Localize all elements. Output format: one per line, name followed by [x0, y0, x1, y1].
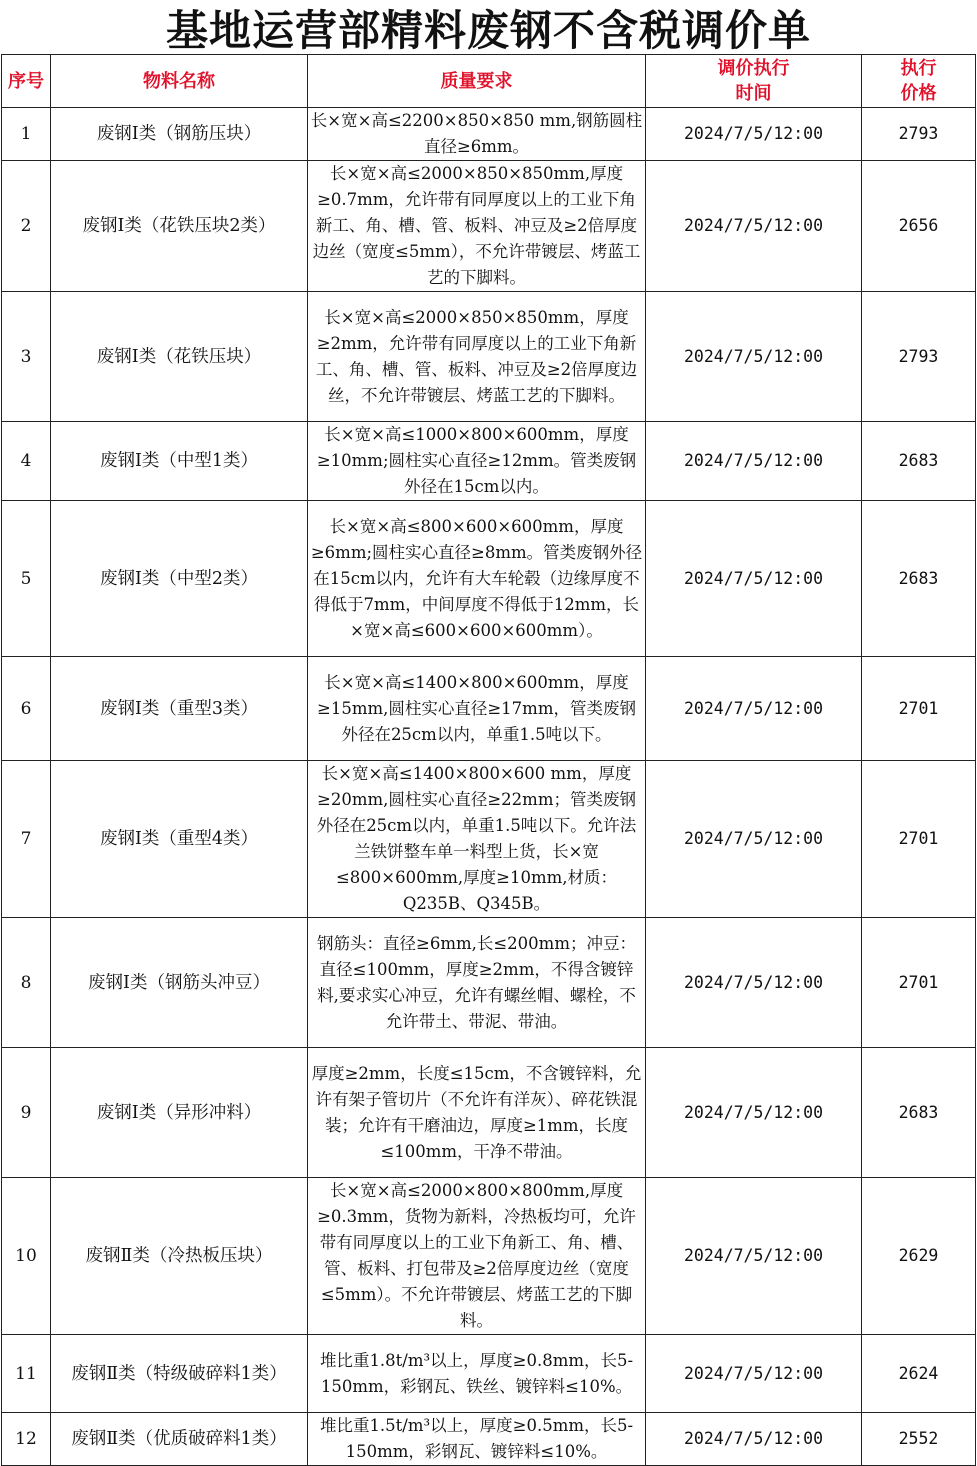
row-requirement: 长×宽×高≤1400×800×600mm，厚度≥15mm,圆柱实心直径≥17mm，管类废钢外径在25cm以内，单重1.5吨以下。 [308, 657, 646, 761]
row-price: 2624 [862, 1335, 976, 1413]
row-no: 5 [2, 501, 51, 657]
row-requirement: 钢筋头：直径≥6mm,长≤200mm；冲豆：直径≤100mm，厚度≥2mm，不得含镀锌料,要求实心冲豆，允许有螺丝帽、螺栓，不允许带土、带泥、带油。 [308, 918, 646, 1048]
row-requirement: 堆比重1.8t/m³以上，厚度≥0.8mm，长5-150mm，彩钢瓦、铁丝、镀锌料≤10%。 [308, 1335, 646, 1413]
row-requirement: 长×宽×高≤2000×850×850mm,厚度≥0.7mm，允许带有同厚度以上的工业下角新工、角、槽、管、板料、冲豆及≥2倍厚度边丝（宽度≤5mm），不允许带镀层、烤蓝工艺的下脚料。 [308, 161, 646, 292]
row-time: 2024/7/5/12:00 [646, 918, 862, 1048]
row-price: 2701 [862, 657, 976, 761]
row-time: 2024/7/5/12:00 [646, 108, 862, 161]
row-no: 11 [2, 1335, 51, 1413]
row-time: 2024/7/5/12:00 [646, 1048, 862, 1178]
row-name: 废钢Ⅰ类（中型2类） [51, 501, 308, 657]
row-requirement: 长×宽×高≤1400×800×600 mm，厚度≥20mm,圆柱实心直径≥22mm；管类废钢外径在25cm以内，单重1.5吨以下。允许法兰铁饼整车单一料型上货，长×宽≤800×600mm,厚度≥10mm,材质：Q235B、Q345B。 [308, 761, 646, 918]
row-price: 2793 [862, 108, 976, 161]
header-row [2, 55, 976, 108]
row-no: 4 [2, 422, 51, 501]
table-row [2, 918, 976, 1048]
row-no: 9 [2, 1048, 51, 1178]
price-table [1, 54, 976, 1466]
row-no: 6 [2, 657, 51, 761]
row-price: 2683 [862, 1048, 976, 1178]
row-requirement: 厚度≥2mm，长度≤15cm，不含镀锌料，允许有架子管切片（不允许有洋灰）、碎花铁混装；允许有干磨油边，厚度≥1mm，长度≤100mm，干净不带油。 [308, 1048, 646, 1178]
row-no: 1 [2, 108, 51, 161]
page-title: 基地运营部精料废钢不含税调价单 [165, 6, 811, 55]
row-time: 2024/7/5/12:00 [646, 1335, 862, 1413]
row-no: 3 [2, 292, 51, 422]
row-time: 2024/7/5/12:00 [646, 1413, 862, 1466]
row-no: 2 [2, 161, 51, 292]
row-no: 10 [2, 1178, 51, 1335]
row-name: 废钢Ⅰ类（花铁压块2类） [51, 161, 308, 292]
header-requirement: 质量要求 [308, 55, 646, 108]
table-row [2, 761, 976, 918]
row-name: 废钢Ⅰ类（异形冲料） [51, 1048, 308, 1178]
row-time: 2024/7/5/12:00 [646, 657, 862, 761]
row-name: 废钢Ⅰ类（花铁压块） [51, 292, 308, 422]
row-time: 2024/7/5/12:00 [646, 761, 862, 918]
row-time: 2024/7/5/12:00 [646, 161, 862, 292]
row-name: 废钢Ⅰ类（钢筋压块） [51, 108, 308, 161]
row-name: 废钢Ⅱ类（冷热板压块） [51, 1178, 308, 1335]
row-price: 2701 [862, 761, 976, 918]
row-name: 废钢Ⅰ类（重型3类） [51, 657, 308, 761]
row-name: 废钢Ⅰ类（钢筋头冲豆） [51, 918, 308, 1048]
row-price: 2656 [862, 161, 976, 292]
row-price: 2701 [862, 918, 976, 1048]
table-row [2, 1413, 976, 1466]
row-requirement: 堆比重1.5t/m³以上，厚度≥0.5mm，长5-150mm，彩钢瓦、镀锌料≤10%。 [308, 1413, 646, 1466]
row-requirement: 长×宽×高≤1000×800×600mm，厚度≥10mm;圆柱实心直径≥12mm。管类废钢外径在15cm以内。 [308, 422, 646, 501]
row-time: 2024/7/5/12:00 [646, 292, 862, 422]
row-requirement: 长×宽×高≤2000×850×850mm，厚度≥2mm，允许带有同厚度以上的工业下角新工、角、槽、管、板料、冲豆及≥2倍厚度边丝，不允许带镀层、烤蓝工艺的下脚料。 [308, 292, 646, 422]
row-requirement: 长×宽×高≤2000×800×800mm,厚度≥0.3mm，货物为新料，冷热板均可，允许带有同厚度以上的工业下角新工、角、槽、管、板料、打包带及≥2倍厚度边丝（宽度≤5mm）。不允许带镀层、烤蓝工艺的下脚料。 [308, 1178, 646, 1335]
row-time: 2024/7/5/12:00 [646, 1178, 862, 1335]
header-no: 序号 [2, 55, 51, 108]
table-row [2, 1048, 976, 1178]
table-row [2, 1335, 976, 1413]
row-time: 2024/7/5/12:00 [646, 501, 862, 657]
table-row [2, 1178, 976, 1335]
header-time: 调价执行时间 [646, 55, 862, 108]
row-price: 2683 [862, 501, 976, 657]
row-no: 8 [2, 918, 51, 1048]
header-name: 物料名称 [51, 55, 308, 108]
table-row [2, 422, 976, 501]
row-price: 2683 [862, 422, 976, 501]
row-price: 2793 [862, 292, 976, 422]
table-row [2, 657, 976, 761]
row-price: 2629 [862, 1178, 976, 1335]
table-row [2, 292, 976, 422]
row-requirement: 长×宽×高≤800×600×600mm，厚度≥6mm;圆柱实心直径≥8mm。管类废钢外径在15cm以内，允许有大车轮毂（边缘厚度不得低于7mm，中间厚度不得低于12mm，长×宽×高≤600×600×600mm）。 [308, 501, 646, 657]
row-no: 7 [2, 761, 51, 918]
row-requirement: 长×宽×高≤2200×850×850 mm,钢筋圆柱直径≥6mm。 [308, 108, 646, 161]
row-time: 2024/7/5/12:00 [646, 422, 862, 501]
row-name: 废钢Ⅱ类（特级破碎料1类） [51, 1335, 308, 1413]
row-name: 废钢Ⅱ类（优质破碎料1类） [51, 1413, 308, 1466]
table-row [2, 161, 976, 292]
table-row [2, 108, 976, 161]
table-row [2, 501, 976, 657]
row-name: 废钢Ⅰ类（中型1类） [51, 422, 308, 501]
row-price: 2552 [862, 1413, 976, 1466]
header-price: 执行价格 [862, 55, 976, 108]
row-name: 废钢Ⅰ类（重型4类） [51, 761, 308, 918]
row-no: 12 [2, 1413, 51, 1466]
